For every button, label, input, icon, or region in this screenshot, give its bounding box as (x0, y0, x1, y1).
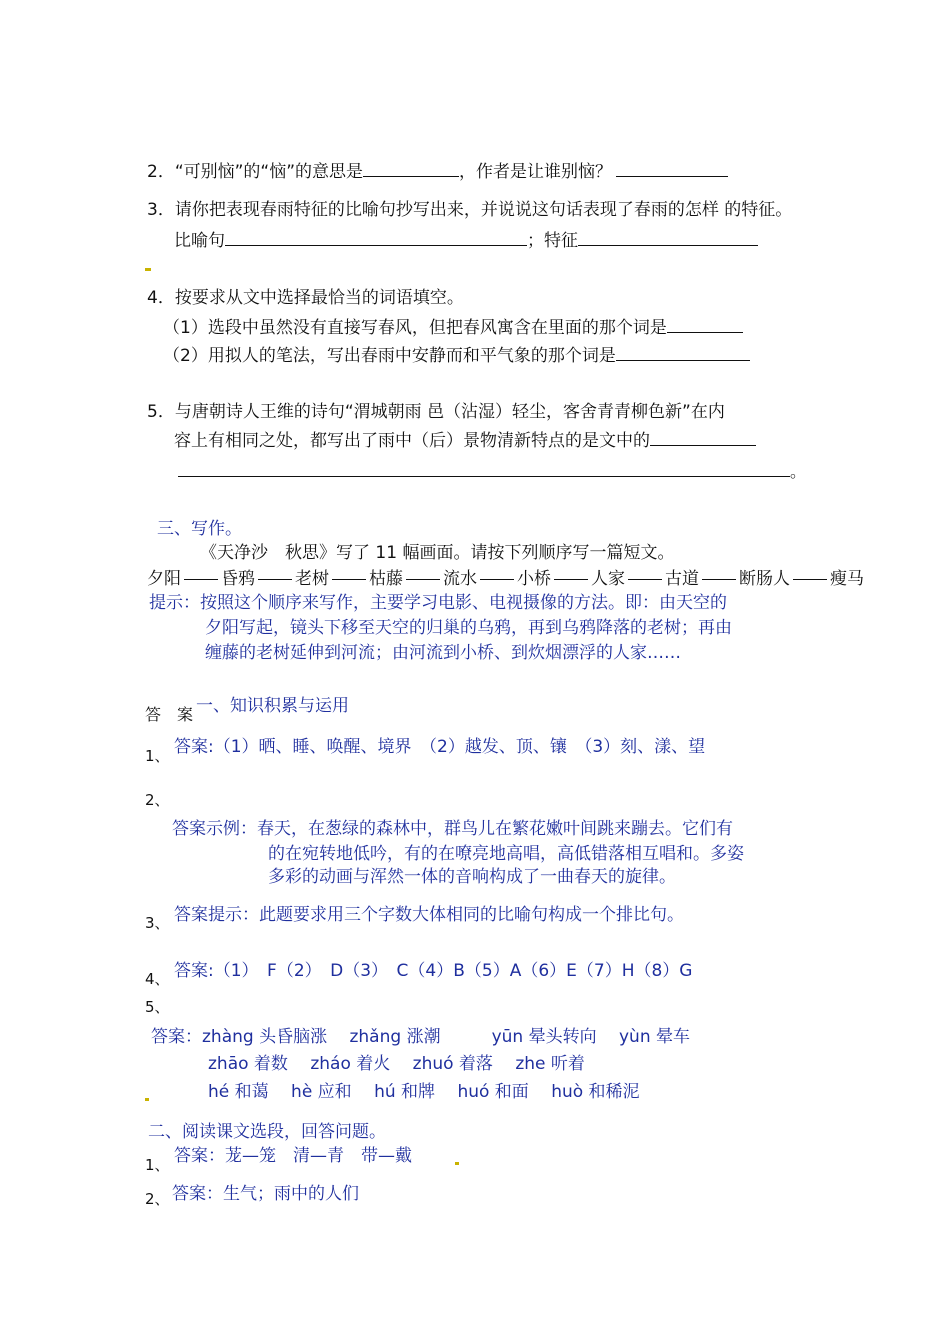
answer-number-3: 3、 (145, 914, 170, 932)
writing-heading: 三、写作。 (157, 519, 242, 539)
sequence-dash (332, 568, 366, 580)
answer-number-4: 4、 (145, 970, 170, 988)
sequence-dash (258, 568, 292, 580)
question-5-line-3 (178, 460, 806, 483)
answer-blank (225, 229, 527, 246)
question-4-sub-1-text: （1）选段中虽然没有直接写春风，但把春风寓含在里面的那个词是 (163, 318, 667, 338)
sequence-item: 古道 (665, 569, 699, 589)
answer-2-line-2: 的在宛转地低吟，有的在嘹亮地高唱，高低错落相互唱和。多姿 (268, 844, 744, 864)
answer-b-number-1: 1、 (145, 1156, 170, 1174)
answer-blank (178, 460, 790, 477)
question-3: 3．请你把表现春雨特征的比喻句抄写出来，并说说这句话表现了春雨的怎样 的特征。 (147, 200, 793, 220)
writing-hint-1: 提示：按照这个顺序来写作，主要学习电影、电视摄像的方法。即：由天空的 (149, 593, 727, 613)
answer-b-number-2: 2、 (145, 1190, 170, 1208)
answer-5-line-2: zhāo 着数 zháo 着火 zhuó 着落 zhe 听着 (208, 1054, 585, 1074)
sequence-dash (406, 568, 440, 580)
answers-label: 答 案 (145, 705, 194, 724)
answers-section-1: 一、知识积累与运用 (196, 696, 349, 716)
answer-2-line-1: 答案示例：春天，在葱绿的森林中，群鸟儿在繁花嫩叶间跳来蹦去。它们有 (172, 819, 733, 839)
sequence-dash (554, 568, 588, 580)
question-4-sub-2 (163, 344, 750, 367)
answer-blank (650, 429, 756, 446)
answer-b-2: 答案：生气；雨中的人们 (172, 1184, 359, 1204)
sequence-item: 流水 (443, 569, 477, 589)
answer-number-2: 2、 (145, 791, 170, 809)
sequence-dash (628, 568, 662, 580)
sequence-item: 小桥 (517, 569, 551, 589)
writing-intro: 《天净沙 秋思》写了 11 幅画面。请按下列顺序写一篇短文。 (200, 543, 675, 563)
sequence-item: 夕阳 (147, 569, 181, 589)
answer-1: 答案:（1）晒、睡、唤醒、境界 （2）越发、顶、镶 （3）刻、漾、望 (174, 737, 706, 757)
question-2-text-a: 2．“可别恼”的“恼”的意思是 (147, 162, 364, 182)
sequence-item: 老树 (295, 569, 329, 589)
answer-blank (616, 160, 728, 177)
simile-label: 比喻句 (174, 231, 225, 251)
sequence-item: 人家 (591, 569, 625, 589)
answer-number-1: 1、 (145, 747, 170, 765)
scan-mark (145, 1098, 149, 1101)
question-5-line-2 (174, 429, 756, 452)
question-5-line-2-text: 容上有相同之处，都写出了雨中（后）景物清新特点的是文中的 (174, 431, 650, 451)
answer-4: 答案:（1） F（2） D（3） C（4）B（5）A（6）E（7）H（8）G (174, 961, 693, 981)
sequence-item: 枯藤 (369, 569, 403, 589)
question-3-answer-line (174, 229, 758, 252)
answers-section-2: 二、阅读课文选段，回答问题。 (148, 1122, 386, 1142)
answer-5-line-3: hé 和蔼 hè 应和 hú 和牌 huó 和面 huò 和稀泥 (208, 1082, 640, 1102)
scan-mark (455, 1162, 459, 1165)
sequence-dash (480, 568, 514, 580)
scan-mark (145, 268, 151, 271)
answer-blank (667, 316, 743, 333)
writing-hint-3: 缠藤的老树延伸到河流；由河流到小桥、到炊烟漂浮的人家…… (205, 643, 681, 663)
period: 。 (790, 462, 807, 481)
answer-2-line-3: 多彩的动画与浑然一体的音响构成了一曲春天的旋律。 (268, 867, 676, 887)
sequence-dash (702, 568, 736, 580)
question-4-sub-2-text: （2）用拟人的笔法，写出春雨中安静而和平气象的那个词是 (163, 346, 616, 366)
answer-5-line-1: 答案：zhàng 头昏脑涨 zhǎng 涨潮 yūn 晕头转向 yùn 晕车 (151, 1027, 691, 1047)
trait-label: ；特征 (527, 231, 578, 251)
sequence-item: 断肠人 (739, 569, 790, 589)
answer-blank (363, 160, 459, 177)
sequence-dash (793, 568, 827, 580)
question-4: 4．按要求从文中选择最恰当的词语填空。 (147, 288, 464, 308)
answer-b-1: 答案：茏—笼 清—青 带—戴 (174, 1146, 412, 1166)
answer-3: 答案提示：此题要求用三个字数大体相同的比喻句构成一个排比句。 (174, 905, 684, 925)
sequence-item: 昏鸦 (221, 569, 255, 589)
sequence-item: 瘦马 (830, 569, 864, 589)
image-sequence (147, 568, 897, 590)
question-2-text-b: ，作者是让谁别恼？ (459, 162, 613, 182)
answer-number-5: 5、 (145, 998, 170, 1016)
writing-hint-2: 夕阳写起，镜头下移至天空的归巢的乌鸦，再到乌鸦降落的老树；再由 (205, 618, 732, 638)
question-5-line-1: 5．与唐朝诗人王维的诗句“渭城朝雨 邑（沾湿）轻尘，客舍青青柳色新”在内 (147, 402, 725, 422)
answer-blank (616, 344, 750, 361)
question-2 (147, 160, 728, 183)
sequence-dash (184, 568, 218, 580)
answer-blank (578, 229, 758, 246)
question-4-sub-1 (163, 316, 743, 339)
